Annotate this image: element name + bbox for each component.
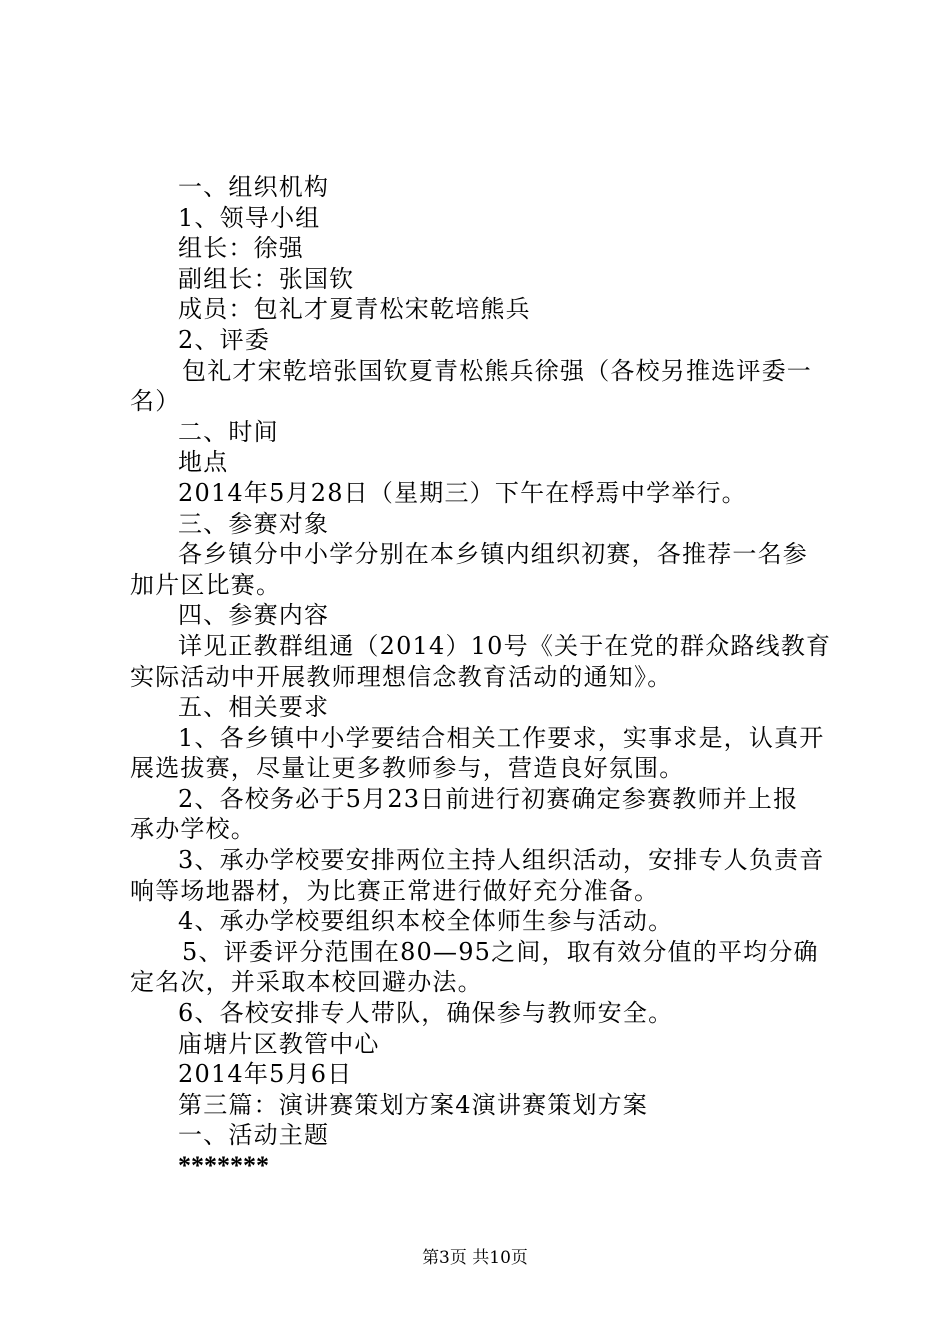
document-body xyxy=(130,172,835,1182)
text-line: 1、各乡镇中小学要结合相关工作要求，实事求是，认真开 xyxy=(178,723,825,752)
section-heading-participants: 三、参赛对象 xyxy=(178,509,330,538)
text-line: 5、评委评分范围在80—95之间，取有效分值的平均分确 xyxy=(182,937,819,966)
subheading-leadership-group: 1、领导小组 xyxy=(178,203,321,232)
section-heading-theme: 一、活动主题 xyxy=(178,1121,330,1150)
text-line: 组长：徐强 xyxy=(178,234,304,263)
section-heading-time: 二、时间 xyxy=(178,417,279,446)
text-line: 名） xyxy=(130,387,181,416)
signature-date: 2014年5月6日 xyxy=(178,1060,353,1089)
text-line: 副组长：张国钦 xyxy=(178,264,355,293)
section-heading-requirements: 五、相关要求 xyxy=(178,693,330,722)
text-line: 包礼才宋乾培张国钦夏青松熊兵徐强（各校另推选评委一 xyxy=(182,356,812,385)
text-line: 各乡镇分中小学分别在本乡镇内组织初赛，各推荐一名参 xyxy=(178,540,808,569)
text-line: 3、承办学校要安排两位主持人组织活动，安排专人负责音 xyxy=(178,846,825,875)
text-line: 承办学校。 xyxy=(130,815,256,844)
text-line: 地点 xyxy=(178,448,229,477)
text-line: 响等场地器材，为比赛正常进行做好充分准备。 xyxy=(130,876,660,905)
text-line: 2014年5月28日（星期三）下午在桴焉中学举行。 xyxy=(178,478,747,507)
text-line: 2、各校务必于5月23日前进行初赛确定参赛教师并上报 xyxy=(178,784,799,813)
signature-organization: 庙塘片区教管中心 xyxy=(178,1029,380,1058)
text-line: 4、承办学校要组织本校全体师生参与活动。 xyxy=(178,907,674,936)
section-heading-organization: 一、组织机构 xyxy=(178,173,330,201)
text-line: 6、各校安排专人带队，确保参与教师安全。 xyxy=(178,999,674,1028)
text-line: 成员：包礼才夏青松宋乾培熊兵 xyxy=(178,295,531,324)
text-line: 实际活动中开展教师理想信念教育活动的通知》。 xyxy=(130,662,673,691)
text-line: 定名次，并采取本校回避办法。 xyxy=(130,968,483,997)
section-heading-content: 四、参赛内容 xyxy=(178,601,330,630)
text-line: 加片区比赛。 xyxy=(130,570,282,599)
page-footer: 第3页 共10页 xyxy=(422,1248,528,1268)
chapter-title: 第三篇：演讲赛策划方案4演讲赛策划方案 xyxy=(178,1090,649,1119)
masked-text: ******* xyxy=(178,1151,269,1180)
text-line: 展选拔赛，尽量让更多教师参与，营造良好氛围。 xyxy=(130,754,685,783)
subheading-judges: 2、评委 xyxy=(178,325,271,354)
text-line: 详见正教群组通（2014）10号《关于在党的群众路线教育 xyxy=(178,631,832,660)
